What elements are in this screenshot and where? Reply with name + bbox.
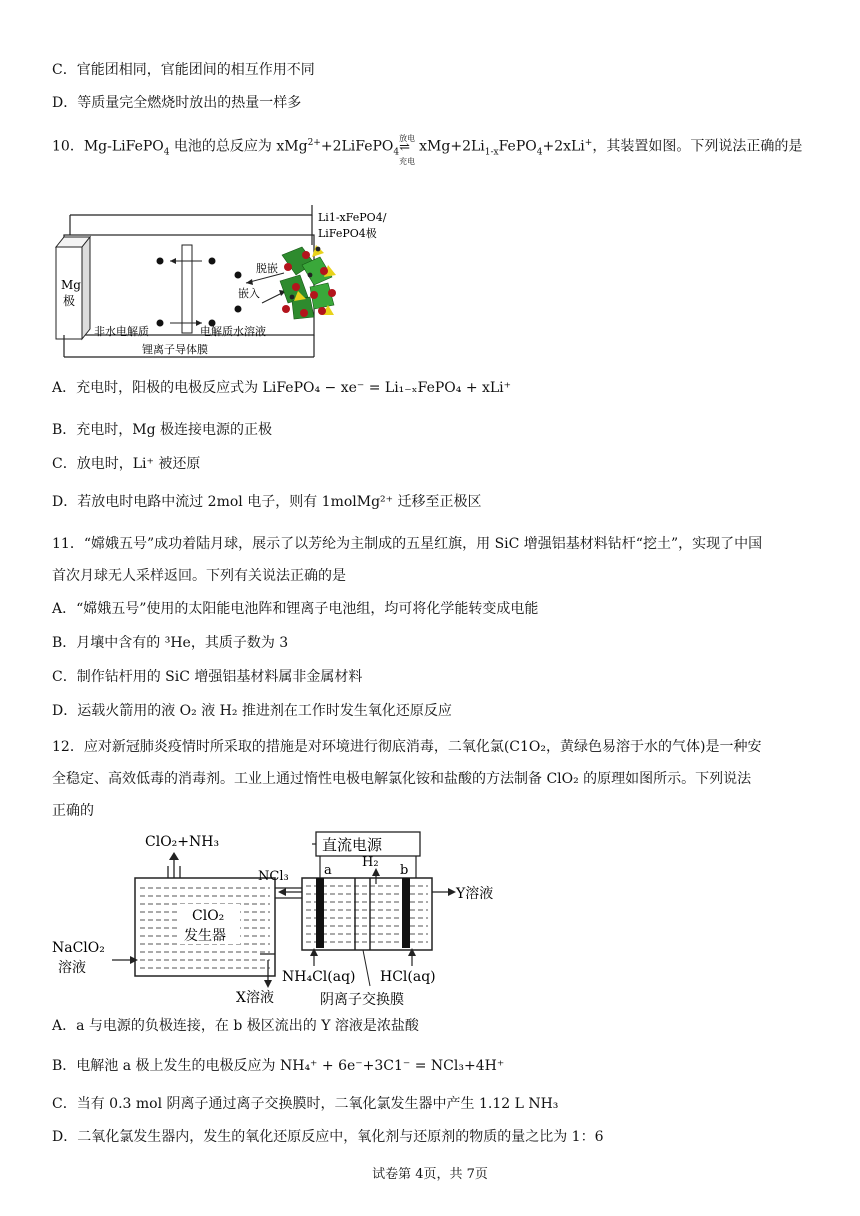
electrode-b-label: b (400, 863, 409, 878)
q12-stem-line-1: 12．应对新冠肺炎疫情时所采取的措施是对环境进行彻底消毒，二氧化氯(C1O₂，黄绿色易溶于水的气体)是一种安 (52, 739, 762, 755)
q11-option-b: B．月壤中含有的 ³He，其质子数为 3 (52, 635, 289, 651)
electrode-a-label: a (324, 863, 332, 878)
q10-option-b: B．充电时，Mg 极连接电源的正极 (52, 422, 273, 438)
li-ion-membrane-label: 锂离子导体膜 (142, 343, 208, 356)
h2-label: H₂ (362, 855, 379, 870)
generator-label-1: ClO₂ (192, 908, 225, 924)
svg-text:LiFePO4极: LiFePO4极 (318, 227, 377, 240)
q11-option-c: C．制作钻杆用的 SiC 增强铝基材料属非金属材料 (52, 669, 363, 685)
ncl3-label: NCl₃ (258, 869, 289, 884)
reversible-arrow-icon: 放电 ⇌ 充电 (399, 133, 416, 166)
generator-label-2: 发生器 (184, 928, 226, 944)
svg-text:极: 极 (63, 294, 76, 308)
x-solution-label: X溶液 (236, 990, 274, 1006)
non-aqueous-electrolyte-label: 非水电解质 (94, 325, 149, 338)
mg-label: Mg (61, 278, 81, 292)
ion-dot (157, 258, 164, 265)
q12-option-d: D．二氧化氯发生器内，发生的氧化还原反应中，氧化剂与还原剂的物质的量之比为 1：6 (52, 1129, 604, 1145)
svg-text:直流电源: 直流电源 (322, 836, 383, 854)
q11-stem-line-1: 11．“嫦娥五号”成功着陆月球，展示了以芳纶为主制成的五星红旗，用 SiC 增强铝基材料钻杆“挖土”，实现了中国 (52, 536, 763, 552)
naclo2-label: NaClO₂ (52, 940, 105, 956)
electrode-b (402, 878, 410, 948)
q10-option-a: A．充电时，阳极的电极反应式为 LiFePO₄ − xe⁻ = Li₁₋ₓFePO₄ + xLi⁺ (52, 380, 512, 396)
q11-stem-line-2: 首次月球无人采样返回。下列有关说法正确的是 (52, 568, 346, 584)
q12-option-b: B．电解池 a 极上发生的电极反应为 NH₄⁺ + 6e⁻+3C1⁻ = NCl₃+4H⁺ (52, 1058, 505, 1074)
deintercalation-label: 脱嵌 (256, 262, 278, 275)
membrane-label: 阴离子交换膜 (320, 992, 404, 1008)
q11-option-d: D．运载火箭用的液 O₂ 液 H₂ 推进剂在工作时发生氧化还原反应 (52, 703, 452, 719)
y-solution-label: Y溶液 (456, 886, 494, 902)
crystal-structure-icon (280, 245, 336, 319)
electrode-a (316, 878, 324, 948)
membrane-bar (182, 245, 192, 333)
q12-electrolysis-diagram (50, 826, 494, 1011)
page-footer: 试卷第 4页，共 7页 (372, 1167, 488, 1182)
q10-option-c: C．放电时，Li⁺ 被还原 (52, 456, 201, 472)
intercalation-label: 嵌入 (238, 287, 260, 300)
q11-option-a: A．“嫦娥五号”使用的太阳能电池阵和锂离子电池组，均可将化学能转变成电能 (52, 601, 539, 617)
clo2-nh3-label: ClO₂+NH₃ (145, 834, 220, 850)
q10-battery-diagram (52, 205, 387, 370)
q12-stem-line-3: 正确的 (52, 803, 94, 819)
ion-dot (209, 258, 216, 265)
mg-electrode (56, 247, 82, 339)
q10-stem: 10．Mg-LiFePO$_4$ 电池的总反应为 xMg$^{2+}$+2LiFePO$_4$ 放电 ⇌ 充电 $xMg+2Li_{1-x}FePO_4+2xLi^+$，其装置如图。下列说法正确的是 (52, 133, 803, 166)
ion-dot (157, 320, 164, 327)
q9-option-c: C．官能团相同，官能团间的相互作用不同 (52, 62, 315, 78)
q12-option-c: C．当有 0.3 mol 阴离子通过离子交换膜时，二氧化氯发生器中产生 1.12 L NH₃ (52, 1096, 559, 1112)
q12-stem-line-2: 全稳定、高效低毒的消毒剂。工业上通过惰性电极电解氯化铵和盐酸的方法制备 ClO₂ 的原理如图所示。下列说法 (52, 771, 752, 787)
q10-option-d: D．若放电时电路中流过 2mol 电子，则有 1molMg²⁺ 迁移至正极区 (52, 494, 482, 510)
q9-option-d: D．等质量完全燃烧时放出的热量一样多 (52, 95, 302, 111)
cathode-label: Li1-xFePO4/ (318, 211, 387, 224)
hcl-label: HCl(aq) (380, 969, 436, 985)
nh4cl-label: NH₄Cl(aq) (282, 969, 356, 985)
q12-option-a: A．a 与电源的负极连接，在 b 极区流出的 Y 溶液是浓盐酸 (52, 1018, 419, 1034)
aqueous-electrolyte-label: 电解质水溶液 (200, 325, 266, 338)
svg-text:溶液: 溶液 (58, 960, 86, 976)
